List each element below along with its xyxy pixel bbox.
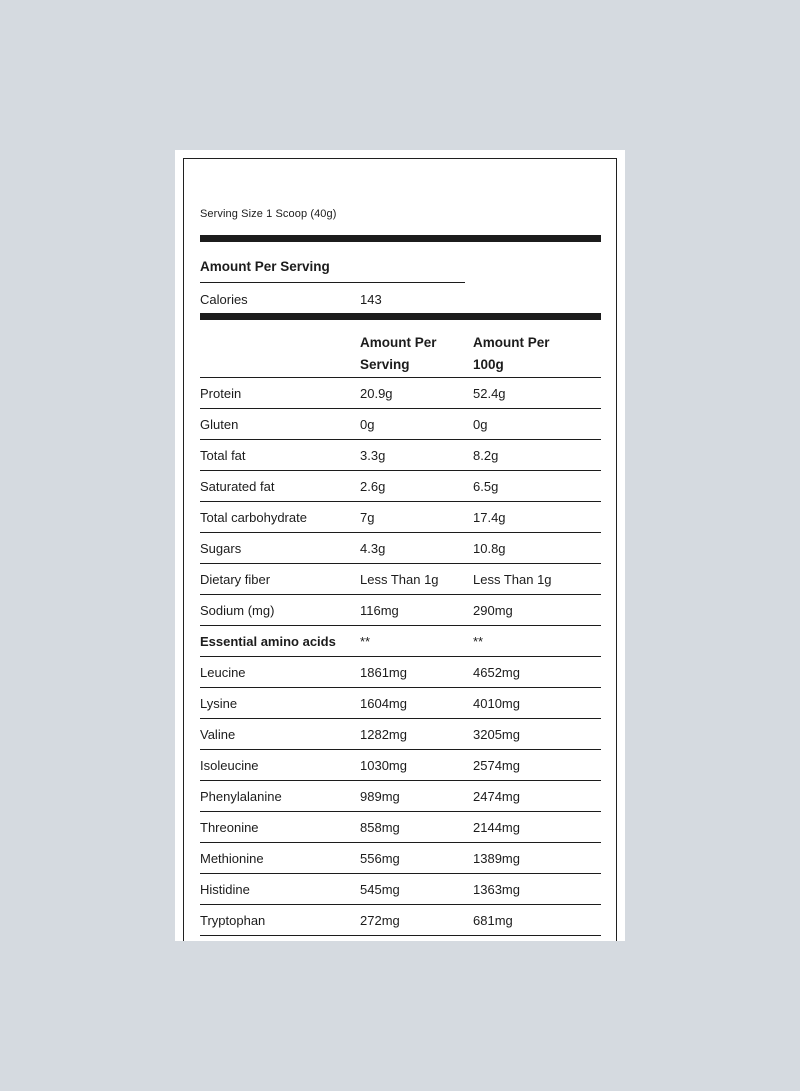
- amount-per-serving: 1030mg: [360, 757, 407, 773]
- column-header-amount-per-100g: [473, 332, 601, 377]
- amount-per-serving: 20.9g: [360, 385, 393, 401]
- nutrient-name: Valine: [200, 726, 236, 742]
- column-header-line: Serving: [360, 357, 410, 372]
- nutrient-name: Saturated fat: [200, 478, 275, 494]
- amount-per-100g: 1389mg: [473, 850, 520, 866]
- amount-per-serving: 4.3g: [360, 540, 386, 556]
- nutrition-label-card: [175, 150, 625, 941]
- amount-per-100g: 2574mg: [473, 757, 520, 773]
- amount-per-serving: 272mg: [360, 912, 400, 928]
- amount-per-serving: 3.3g: [360, 447, 386, 463]
- table-row: [200, 533, 601, 564]
- amount-per-100g: 10.8g: [473, 540, 506, 556]
- nutrient-name: Threonine: [200, 819, 259, 835]
- amount-per-serving: Less Than 1g: [360, 571, 439, 587]
- column-header-line: Amount Per: [473, 335, 550, 350]
- amount-per-serving: 7g: [360, 509, 375, 525]
- table-row: [200, 595, 601, 626]
- amount-per-100g: Less Than 1g: [473, 571, 552, 587]
- amount-per-serving: 1604mg: [360, 695, 407, 711]
- nutrient-name: Isoleucine: [200, 757, 259, 773]
- divider-thick-bar: [200, 313, 601, 320]
- amount-per-serving: 858mg: [360, 819, 400, 835]
- amount-per-serving: 545mg: [360, 881, 400, 897]
- amount-per-serving: 556mg: [360, 850, 400, 866]
- table-row: [200, 440, 601, 471]
- table-row: [200, 657, 601, 688]
- amount-per-serving: 1282mg: [360, 726, 407, 742]
- nutrient-name: Protein: [200, 385, 242, 401]
- amount-per-100g: 8.2g: [473, 447, 499, 463]
- amount-per-100g: 4010mg: [473, 695, 520, 711]
- nutrient-name: Total carbohydrate: [200, 509, 307, 525]
- table-column-headers: [200, 320, 601, 378]
- amount-per-100g: 681mg: [473, 912, 513, 928]
- table-row: [200, 688, 601, 719]
- table-row: [200, 564, 601, 595]
- nutrient-name: Leucine: [200, 664, 246, 680]
- table-row: [200, 502, 601, 533]
- table-row: [200, 843, 601, 874]
- calories-row: [200, 292, 601, 307]
- column-header-line: Amount Per: [360, 335, 437, 350]
- amount-per-serving: 989mg: [360, 788, 400, 804]
- nutrient-name: Essential amino acids: [200, 633, 336, 649]
- amount-per-serving: 2.6g: [360, 478, 386, 494]
- amount-per-100g: 0g: [473, 416, 488, 432]
- column-header-line: 100g: [473, 357, 504, 372]
- amount-per-100g: 6.5g: [473, 478, 499, 494]
- divider-thick-bar: [200, 235, 601, 242]
- serving-size-text: Serving Size 1 Scoop (40g): [200, 208, 337, 220]
- table-row: [200, 812, 601, 843]
- label-content: [200, 150, 601, 936]
- amount-per-serving: 1861mg: [360, 664, 407, 680]
- nutrient-name: Lysine: [200, 695, 238, 711]
- amount-per-100g: **: [473, 633, 484, 649]
- calories-label: Calories: [200, 292, 248, 307]
- nutrition-table-body: [200, 378, 601, 936]
- amount-per-100g: 2474mg: [473, 788, 520, 804]
- table-row: [200, 471, 601, 502]
- amount-per-serving-header: Amount Per Serving: [200, 259, 330, 274]
- table-row: [200, 378, 601, 409]
- nutrient-name: Sugars: [200, 540, 242, 556]
- table-row: [200, 781, 601, 812]
- nutrient-name: Methionine: [200, 850, 264, 866]
- amount-per-100g: 1363mg: [473, 881, 520, 897]
- column-header-amount-per-serving: [360, 332, 473, 377]
- table-row: [200, 626, 601, 657]
- nutrient-name: Total fat: [200, 447, 246, 463]
- nutrient-name: Tryptophan: [200, 912, 266, 928]
- amount-per-serving: 0g: [360, 416, 375, 432]
- amount-per-100g: 2144mg: [473, 819, 520, 835]
- amount-per-100g: 17.4g: [473, 509, 506, 525]
- nutrient-name: Sodium (mg): [200, 602, 275, 618]
- table-row: [200, 905, 601, 936]
- amount-per-serving: 116mg: [360, 602, 399, 618]
- table-row: [200, 719, 601, 750]
- amount-per-100g: 52.4g: [473, 385, 506, 401]
- amount-per-serving: **: [360, 633, 371, 649]
- column-header-spacer: [200, 332, 360, 377]
- section-header-underline: [200, 282, 465, 283]
- calories-value: 143: [360, 292, 382, 307]
- amount-per-100g: 3205mg: [473, 726, 520, 742]
- table-row: [200, 874, 601, 905]
- table-row: [200, 750, 601, 781]
- nutrient-name: Phenylalanine: [200, 788, 282, 804]
- amount-per-100g: 290mg: [473, 602, 513, 618]
- nutrient-name: Gluten: [200, 416, 239, 432]
- nutrient-name: Dietary fiber: [200, 571, 271, 587]
- nutrient-name: Histidine: [200, 881, 250, 897]
- amount-per-100g: 4652mg: [473, 664, 520, 680]
- table-row: [200, 409, 601, 440]
